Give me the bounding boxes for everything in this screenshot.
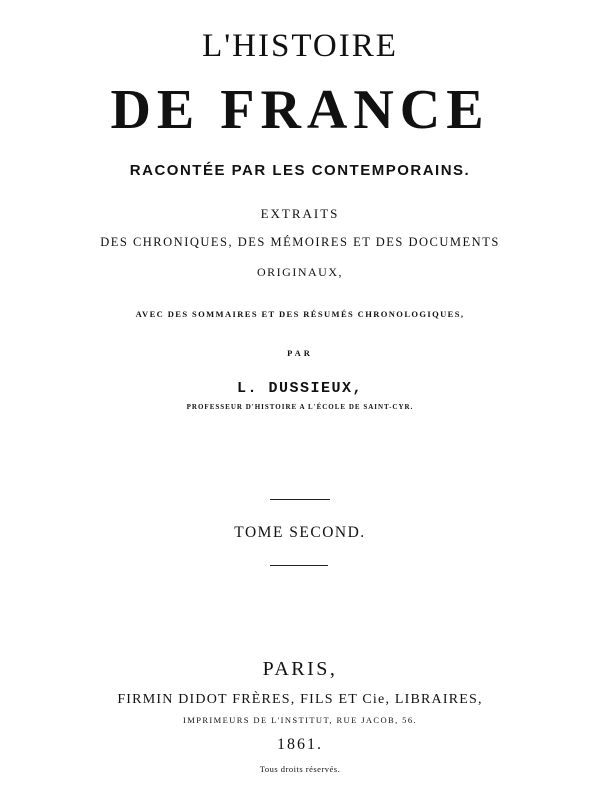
extracts-heading: EXTRAITS (260, 206, 340, 221)
divider-top (270, 499, 330, 500)
extracts-originals: ORIGINAUX, (257, 265, 343, 279)
imprint-city: PARIS, (262, 658, 338, 680)
title-line-2: DE FRANCE (110, 79, 490, 141)
divider-bottom (270, 565, 328, 566)
subtitle: RACONTÉE PAR LES CONTEMPORAINS. (129, 162, 471, 179)
title-line-1: L'HISTOIRE (202, 28, 398, 64)
volume-label: TOME SECOND. (234, 524, 366, 541)
author-title: PROFESSEUR D'HISTOIRE A L'ÉCOLE DE SAINT-CYR. (186, 403, 414, 411)
imprint-publisher: FIRMIN DIDOT FRÈRES, FILS ET Cie, LIBRAIRES, (117, 692, 483, 707)
imprint-year: 1861. (277, 736, 323, 753)
author-name: L. DUSSIEUX, (236, 380, 364, 397)
extracts-sources: DES CHRONIQUES, DES MÉMOIRES ET DES DOCUMENTS (100, 235, 500, 249)
rights-notice: Tous droits réservés. (259, 764, 341, 774)
by-label: PAR (287, 348, 313, 358)
summaries-note: AVEC DES SOMMAIRES ET DES RÉSUMÉS CHRONOLOGIQUES, (135, 309, 465, 319)
imprint-printer: IMPRIMEURS DE L'INSTITUT, RUE JACOB, 56. (183, 715, 417, 725)
